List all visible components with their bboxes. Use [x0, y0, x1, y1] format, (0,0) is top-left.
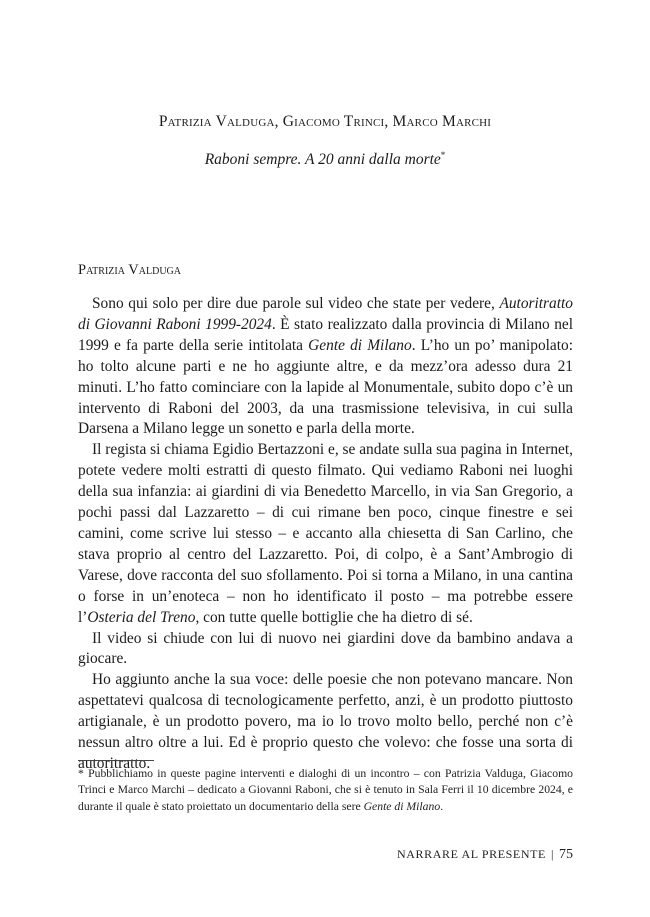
paragraph-2 — [78, 440, 573, 628]
running-footer — [300, 847, 573, 863]
footer-separator: | — [550, 847, 554, 861]
section-name: NARRARE AL PRESENTE — [397, 847, 546, 861]
paragraph-2-part-1: Il regista si chiama Egidio Bertazzoni e, se andate sulla sua pagina in Internet, potete vedere molti estratti di questo filmato. Qui vediamo Raboni nei luoghi della sua infanzia: ai giardini di via Benedetto Marcello, in via San Gregorio, a pochi passi dal Lazzaretto – di cui rimane ben poco, cinque finestre e sei camini, come scrive lui stesso – e accanto alla chiesetta di San Carlino, che stava proprio al centro del Lazzaretto. Poi, di colpo, è a Sant’Ambrogio di Varese, dove racconta del suo sfollamento. Poi si torna a Milano, in una cantina o forse in un’enoteca – non ho identificato il posto – ma potrebbe essere l’ — [78, 441, 573, 626]
paragraph-2-part-2: , con tutte quelle bottiglie che ha dietro di sé. — [195, 608, 473, 626]
paragraph-1-part-2: . È stato realizzato dalla provincia di Milano nel 1999 e fa parte della serie intitolata — [78, 315, 573, 354]
speaker-name: Patrizia Valduga — [78, 262, 181, 278]
footnote-series-title: Gente di Milano — [363, 799, 441, 813]
paragraph-3 — [78, 629, 573, 671]
paragraph-1-part-1: Sono qui solo per dire due parole sul video che state per vedere, — [92, 295, 500, 312]
body-text — [78, 294, 573, 775]
video-title: Autoritratto di Giovanni Raboni 1999-2024 — [78, 295, 573, 333]
footnote-divider — [78, 760, 154, 761]
footnote-end: . — [440, 799, 444, 813]
paragraph-1 — [78, 294, 573, 440]
title-footnote-marker: * — [440, 150, 446, 160]
paragraph-3-text: Il video si chiude con lui di nuovo nei giardini dove da bambino andava a giocare. — [78, 629, 573, 668]
series-title: Gente di Milano — [308, 336, 412, 354]
page-number: 75 — [559, 847, 573, 862]
article-authors: Patrizia Valduga, Giacomo Trinci, Marco Marchi — [158, 113, 492, 130]
paragraph-1-part-3: . L’ho un po’ manipolato: ho tolto alcune parti e ne ho aggiunte altre, e da mezz’ora adesso dura 21 minuti. L’ho fatto cominciare con la lapide al Monumentale, subito dopo c’è un intervento di Raboni del 2003, da una trasmissione televisiva, in cui sulla Darsena a Milano legge un sonetto e parla della morte. — [78, 336, 573, 438]
osteria-name: Osteria del Treno — [87, 608, 196, 626]
footnote — [78, 766, 573, 815]
article-title: Raboni sempre. A 20 anni dalla morte — [204, 151, 441, 168]
paragraph-4-text: Ho aggiunto anche la sua voce: delle poesie che non potevano mancare. Non aspettatevi qualcosa di tecnologicamente perfetto, anzi, è un prodotto piuttosto artigianale, è un prodotto povero, ma io lo trovo molto bello, perché non c’è nessun altro oltre a lui. Ed è proprio questo che volevo: che fosse una sorta di autoritratto. — [78, 671, 573, 772]
article-title-line — [0, 150, 650, 169]
footnote-text: * Pubblichiamo in queste pagine interventi e dialoghi di un incontro – con Patrizia Valduga, Giacomo Trinci e Marco Marchi – dedicato a Giovanni Raboni, che si è tenuto in Sala Ferri il 10 dicembre 2024, e durante il quale è stato proiettato un documentario della sere — [78, 767, 573, 813]
